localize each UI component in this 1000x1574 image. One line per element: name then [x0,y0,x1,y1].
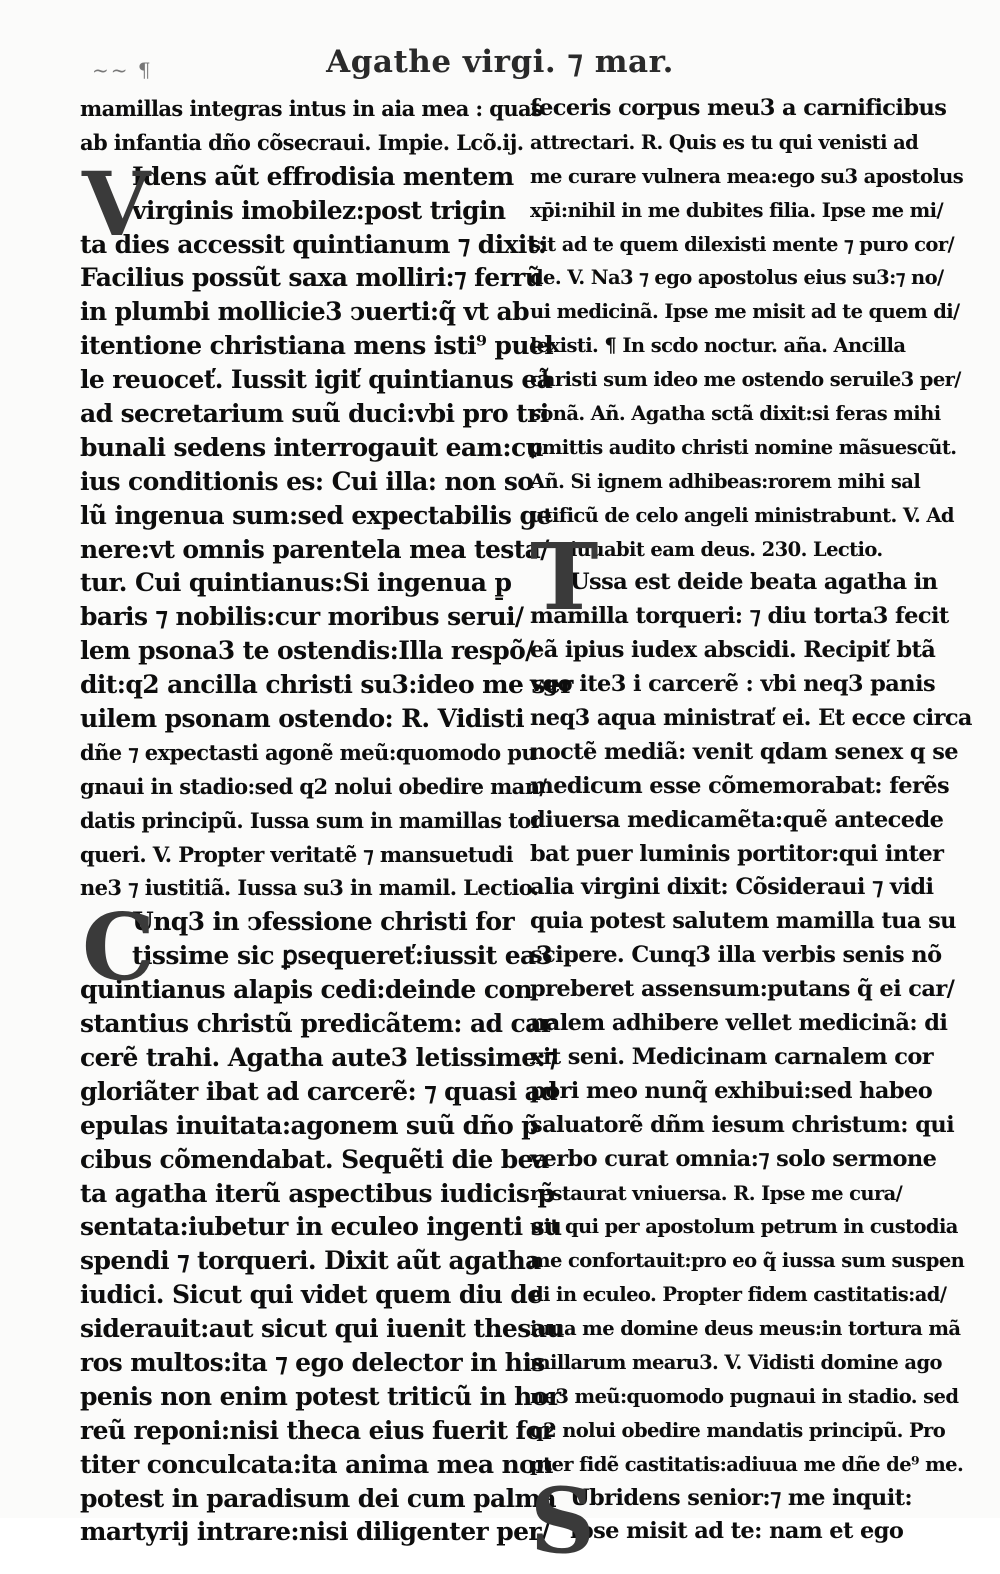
text-line: dit:q2 ancilla christi su3:ideo me ser [80,670,573,700]
text-line: ta agatha iterũ aspectibus iudicis p̃ [80,1178,555,1208]
text-line: sentata:iubetur in eculeo ingenti su [80,1212,562,1242]
text-line: martyrij intrare:nisi diligenter per/ [80,1517,550,1547]
text-line: ad secretarium suũ duci:vbi pro tri [80,399,549,429]
text-line: iudici. Sicut qui videt quem diu de [80,1280,543,1310]
left-column [80,92,573,1549]
paragraph-block [80,893,564,1549]
text-line: saluatorẽ dñm iesum christum: qui [530,1111,955,1138]
text-line: gnaui in stadio:sed q2 nolui obedire man/ [80,773,547,799]
text-line: bunali sedens interrogauit eam:cu [80,432,544,462]
running-title: Agathe virgi. ⁊ mar. [326,44,674,80]
right-column [530,92,972,1574]
text-line: epulas inuitata:agonem suũ dño p̃ [80,1110,539,1140]
text-line: iuuabit eam deus. 230. Lectio. [570,537,883,561]
text-line: virginis imobilez:post trigin [132,195,506,225]
text-line: Facilius possũt saxa molliri:⁊ ferrũ [80,263,543,293]
text-line: lũ ingenua sum:sed expectabilis ge [80,500,552,530]
text-line: attrectari. R. Quis es tu qui venisti ad [530,130,919,154]
text-line: lem psona3 te ostendis:Illa respõ/ [80,636,534,666]
text-line: gloriãter ibat ad carcerẽ: ⁊ quasi ad [80,1076,558,1106]
text-line: le reuoceť. Iussit igiť quintianus eã [80,365,553,395]
text-line: di in eculeo. Propter fidem castitatis:ad/ [530,1283,947,1307]
text-line: queri. V. Propter veritatẽ ⁊ mansuetudi [80,841,514,867]
text-line: ab infantia dño cõsecraui. Impie. Lcõ.ij. [80,129,524,155]
paragraph-block [80,151,573,906]
text-line: quintianus alapis cedi:deinde con [80,975,533,1005]
text-line: ipse misit ad te: nam et ego [570,1518,904,1545]
text-line: stantius christũ predicãtem: ad car [80,1009,554,1039]
text-line: cibus cõmendabat. Sequẽti die bea [80,1144,549,1174]
text-line: ne3 ⁊ iustitiã. Iussa su3 in mamil. Lectio. [80,875,539,901]
text-line: itentione christiana mens isti⁹ puel [80,331,554,361]
text-line: vgo ite3 i carcerẽ : vbi neq3 panis [530,671,936,698]
text-line: Añ. Si ignem adhibeas:rorem mihi sal [530,469,921,493]
text-line: spendi ⁊ torqueri. Dixit aũt agatha [80,1246,541,1276]
text-line: neq3 aqua ministrať ei. Et ecce circa [530,705,972,732]
text-line: dñe ⁊ expectasti agonẽ meũ:quomodo pu [80,739,536,765]
text-line: de. V. Na3 ⁊ ego apostolus eius su3:⁊ no/ [530,266,944,290]
text-line: iuua me domine deus meus:in tortura mã [530,1317,961,1341]
text-line: xit seni. Medicinam carnalem cor [530,1043,934,1070]
text-line: nalem adhibere vellet medicinã: di [530,1010,948,1037]
drop-cap-initial: V [82,151,151,256]
text-line: mamillas integras intus in aia mea : quas [80,96,543,121]
text-line: christi sum ideo me ostendo seruile3 per/ [530,368,961,392]
text-line: pter fidẽ castitatis:adiuua me dñe de⁹ me. [530,1452,964,1476]
text-line: quia potest salutem mamilla tua su [530,908,956,935]
drop-cap-initial: S [530,1467,595,1574]
text-line: potest in paradisum dei cum palma [80,1483,556,1513]
text-line: ros multos:ita ⁊ ego delector in his [80,1347,545,1377]
paragraph-block [530,522,972,1482]
text-line: bat puer luminis portitor:qui inter [530,840,944,867]
text-line: mamilla torqueri: ⁊ diu torta3 fecit [530,603,949,630]
text-line: scipere. Cunq3 illa verbis senis nõ [530,942,942,969]
text-line: cerẽ trahi. Agatha aute3 letissime:⁊ [80,1042,558,1072]
text-line: ui medicinã. Ipse me misit ad te quem di/ [530,300,960,324]
corner-marks: ~~ ¶ [92,58,153,82]
drop-cap-initial: C [82,893,156,1002]
text-line: eã ipius iudex abscidi. Recipiť btã [530,637,936,664]
text-line: medicum esse cõmemorabat: ferẽs [530,772,950,799]
text-line: ꝑmittis audito christi nomine mãsuescũt. [530,435,957,459]
text-line: me confortauit:pro eo q̃ iussa sum suspen [530,1249,965,1273]
text-line: reũ reponi:nisi theca eius fuerit for [80,1415,555,1445]
text-line: lexisti. ¶ In scdo noctur. aña. Ancilla [530,334,906,358]
paragraph-block [530,1467,942,1574]
text-line: tissime sic ꝑsequereť:iussit ea3 [132,941,553,971]
text-line: titer conculcata:ita anima mea non [80,1449,553,1479]
text-line: noctẽ mediã: venit qdam senex q se [530,738,958,765]
text-line: penis non enim potest triticũ in hor [80,1381,561,1411]
text-line: uit qui per apostolum petrum in custodia [530,1215,958,1239]
text-line: ius conditionis es: Cui illa: non so [80,466,534,496]
text-line: me curare vulnera mea:ego su3 apostolus [530,164,964,188]
text-line: ta dies accessit quintianum ⁊ dixit: [80,229,547,259]
text-line: alia virgini dixit: Cõsideraui ⁊ vidi [530,874,934,901]
text-line: uilem psonam ostendo: R. Vidisti [80,704,524,734]
text-line: millarum mearu3. V. Vidisti domine ago [530,1350,942,1374]
drop-cap-initial: T [530,522,599,631]
text-line: verbo curat omnia:⁊ solo sermone [530,1145,937,1172]
text-line: Ubridens senior:⁊ me inquit: [570,1484,913,1511]
text-line: baris ⁊ nobilis:cur moribus serui/ [80,602,524,632]
text-line: restaurat vniuersa. R. Ipse me cura/ [530,1181,903,1205]
text-line: feceris corpus meu3 a carnificibus [530,95,947,121]
text-line: Idens aũt effrodisia mentem [132,161,514,191]
text-line: sonã. Añ. Agatha sctã dixit:si feras mihi [530,402,941,426]
text-line: nere:vt omnis parentela mea testa/ [80,534,549,564]
text-line: utificũ de celo angeli ministrabunt. V. Ad [530,503,954,527]
text-line: ne3 meũ:quomodo pugnaui in stadio. sed [530,1384,959,1408]
text-line: siderauit:aut sicut qui iuenit thesau [80,1314,564,1344]
text-line: datis principũ. Iussa sum in mamillas tor [80,807,542,833]
text-line: Unq3 in ↄfessione christi for [132,907,515,937]
text-line: tur. Cui quintianus:Si ingenua p̱ [80,568,512,598]
text-line: in plumbi mollicie3 ↄuerti:q̃ vt ab [80,297,529,327]
text-line: diuersa medicamẽta:quẽ antecede [530,806,944,833]
text-line: Ussa est deide beata agatha in [570,569,938,596]
text-line: q2 nolui obedire mandatis principũ. Pro [530,1418,946,1442]
text-line: pori meo nunq̃ exhibui:sed habeo [530,1077,933,1104]
text-line: xp̄i:nihil in me dubites filia. Ipse me mi/ [530,198,944,222]
text-line: preberet assensum:putans q̃ ei car/ [530,976,955,1003]
text-line: sit ad te quem dilexisti mente ⁊ puro cor/ [530,232,955,256]
